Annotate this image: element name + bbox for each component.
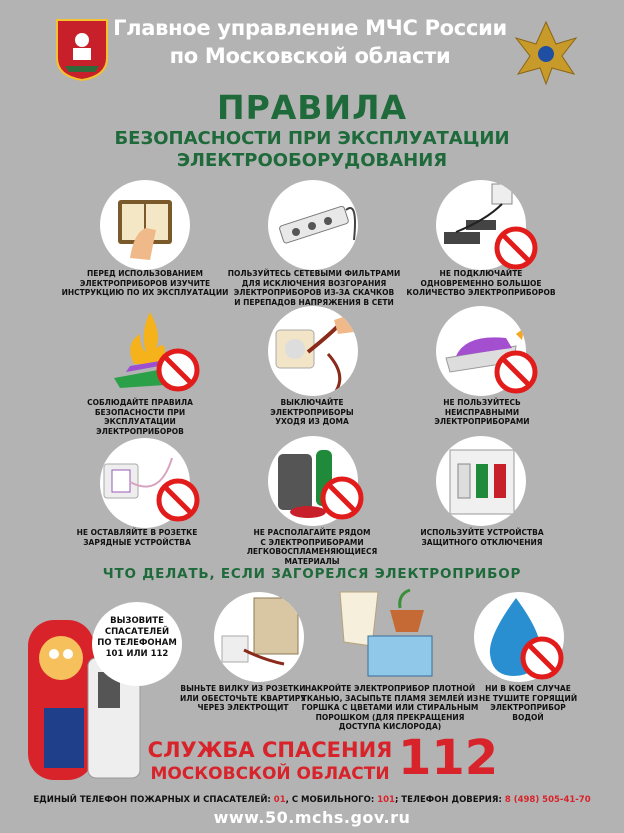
prohibition-sign-icon bbox=[320, 476, 364, 520]
footer-text-1: ЕДИНЫЙ ТЕЛЕФОН ПОЖАРНЫХ И СПАСАТЕЛЕЙ: bbox=[33, 795, 274, 805]
footer-hotline: 8 (498) 505-41-70 bbox=[504, 795, 591, 805]
rule-caption-1: ПЕРЕД ИСПОЛЬЗОВАНИЕМ ЭЛЕКТРОПРИБОРОВ ИЗУЧИТЕ ИНСТРУКЦИЮ ПО ИХ ЭКСПЛУАТАЦИИ bbox=[61, 269, 229, 297]
header-line-1: Главное управление МЧС России bbox=[113, 16, 507, 40]
service-line-1: СЛУЖБА СПАСЕНИЯ bbox=[147, 738, 393, 762]
unplug-from-switchboard-icon bbox=[214, 592, 304, 682]
rule-caption-4: СОБЛЮДАЙТЕ ПРАВИЛА БЕЗОПАСНОСТИ ПРИ ЭКСПЛУАТАЦИИ ЭЛЕКТРОПРИБОРОВ bbox=[87, 398, 193, 436]
power-strip-icon bbox=[268, 180, 358, 270]
moscow-oblast-coat-of-arms-icon bbox=[55, 18, 109, 82]
footer-phones bbox=[0, 795, 624, 805]
footer-text-2: , С МОБИЛЬНОГО: bbox=[285, 795, 378, 805]
mchs-emblem-icon bbox=[512, 18, 580, 88]
prohibition-sign-icon bbox=[156, 478, 200, 522]
rule-caption-3: НЕ ПОДКЛЮЧАЙТЕ ОДНОВРЕМЕННО БОЛЬШОЕ КОЛИЧЕСТВО ЭЛЕКТРОПРИБОРОВ bbox=[406, 269, 556, 297]
rule-caption-5: ВЫКЛЮЧАЙТЕ ЭЛЕКТРОПРИБОРЫ УХОДЯ ИЗ ДОМА bbox=[270, 398, 354, 426]
action-caption-3: НИ В КОЕМ СЛУЧАЕ НЕ ТУШИТЕ ГОРЯЩИЙ ЭЛЕКТРОПРИБОР ВОДОЙ bbox=[478, 684, 578, 722]
poster-title: ПРАВИЛА bbox=[216, 88, 408, 127]
section-title: ЧТО ДЕЛАТЬ, ЕСЛИ ЗАГОРЕЛСЯ ЭЛЕКТРОПРИБОР bbox=[102, 566, 522, 582]
prohibition-sign-icon bbox=[156, 348, 200, 392]
footer-phone-01: 01 bbox=[273, 795, 286, 805]
rule-caption-6: НЕ ПОЛЬЗУЙТЕСЬ НЕИСПРАВНЫМИ ЭЛЕКТРОПРИБОРАМИ bbox=[434, 398, 530, 426]
service-line-2: МОСКОВСКОЙ ОБЛАСТИ bbox=[150, 764, 390, 784]
prohibition-sign-icon bbox=[520, 636, 564, 680]
action-caption-2: НАКРОЙТЕ ЭЛЕКТРОПРИБОР ПЛОТНОЙ ТКАНЬЮ, ЗАСЫПЬТЕ ПЛАМЯ ЗЕМЛЕЙ ИЗ ГОРШКА С ЦВЕТАМИ ИЛИ СТИРАЛЬНЫМ ПОРОШКОМ (ДЛЯ ПРЕКРАЩЕНИЯ ДОСТУПА КИСЛОРОДА) bbox=[301, 684, 479, 731]
rule-caption-8: НЕ РАСПОЛАГАЙТЕ РЯДОМ С ЭЛЕКТРОПРИБОРАМИ ЛЕГКОВОСПЛАМЕНЯЮЩИЕСЯ МАТЕРИАЛЫ bbox=[246, 528, 378, 566]
call-rescuers-bubble: ВЫЗОВИТЕ СПАСАТЕЛЕЙ ПО ТЕЛЕФОНАМ 101 ИЛИ 112 bbox=[92, 602, 182, 686]
header-title bbox=[110, 14, 510, 70]
circuit-breaker-icon bbox=[436, 436, 526, 526]
instruction-manual-icon bbox=[100, 180, 190, 270]
unplug-socket-icon bbox=[268, 306, 358, 396]
action-caption-1: ВЫНЬТЕ ВИЛКУ ИЗ РОЗЕТКИ ИЛИ ОБЕСТОЧЬТЕ КВАРТИРУ ЧЕРЕЗ ЭЛЕКТРОЩИТ bbox=[179, 684, 307, 712]
prohibition-sign-icon bbox=[494, 350, 538, 394]
website-url: www.50.mchs.gov.ru bbox=[213, 808, 411, 827]
header-line-2: по Московской области bbox=[169, 44, 451, 68]
footer-phone-101: 101 bbox=[377, 795, 395, 805]
rule-caption-7: НЕ ОСТАВЛЯЙТЕ В РОЗЕТКЕ ЗАРЯДНЫЕ УСТРОЙСТВА bbox=[76, 528, 198, 547]
poster-subtitle-2: ЭЛЕКТРООБОРУДОВАНИЯ bbox=[176, 150, 448, 171]
rule-caption-9: ИСПОЛЬЗУЙТЕ УСТРОЙСТВА ЗАЩИТНОГО ОТКЛЮЧЕНИЯ bbox=[420, 528, 544, 547]
rule-caption-2: ПОЛЬЗУЙТЕСЬ СЕТЕВЫМИ ФИЛЬТРАМИ ДЛЯ ИСКЛЮЧЕНИЯ ВОЗГОРАНИЯ ЭЛЕКТРОПРИБОРОВ ИЗ-ЗА СКАЧКОВ И ПЕРЕПАДОВ НАПРЯЖЕНИЯ В СЕТИ bbox=[227, 269, 401, 307]
poster-subtitle-1: БЕЗОПАСНОСТИ ПРИ ЭКСПЛУАТАЦИИ bbox=[114, 128, 510, 149]
footer-text-3: ; ТЕЛЕФОН ДОВЕРИЯ: bbox=[394, 795, 505, 805]
service-number: 112 bbox=[398, 730, 499, 786]
cloth-and-flowerpot-icon bbox=[334, 586, 454, 682]
prohibition-sign-icon bbox=[494, 226, 538, 270]
